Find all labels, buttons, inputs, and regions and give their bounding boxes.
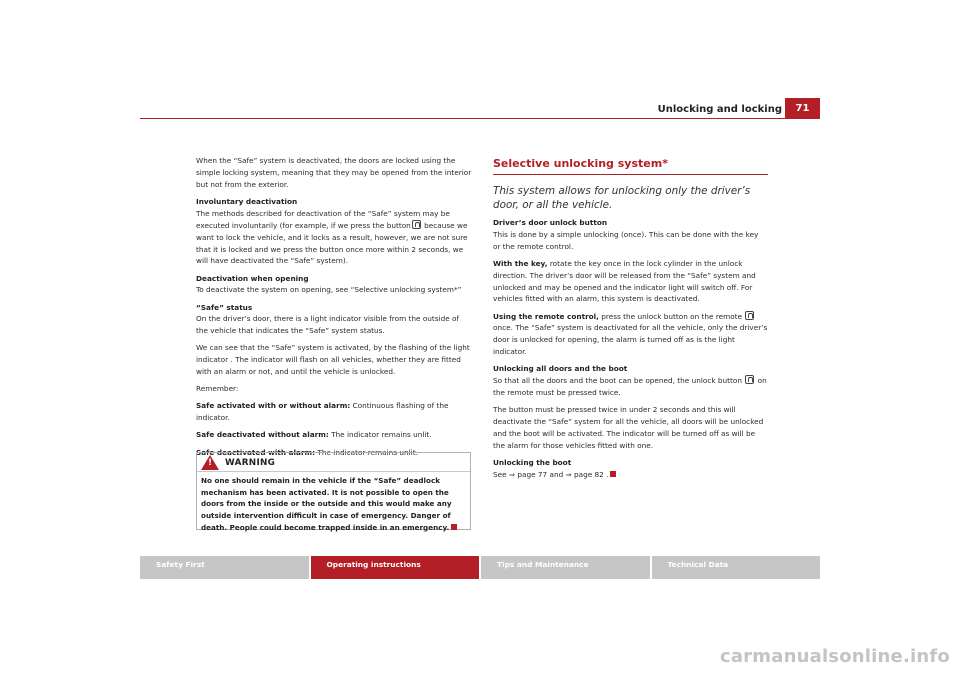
warning-triangle-icon <box>201 455 219 470</box>
right-column <box>493 155 768 486</box>
all-doors-heading: Unlocking all doors and the boot <box>493 364 628 374</box>
status-paragraph-1: On the driver’s door, there is a light indicator visible from the outside of the vehicle that indicates the “Safe” system status. <box>196 314 460 336</box>
tab-safety-first[interactable]: Safety First <box>140 556 309 579</box>
warning-box <box>196 452 471 530</box>
watermark: carmanualsonline.info <box>719 646 950 667</box>
all-doors-paragraph-2: The button must be pressed twice in under 2 seconds and this will deactivate the “Safe” system for all the vehicle, all doors will be unlocked and the boot will be activated. The indicator will be turned off as will be the alarm for those vehicles fitted with one. <box>493 405 764 450</box>
boot-heading: Unlocking the boot <box>493 458 572 468</box>
header-title: Unlocking and locking <box>657 104 782 115</box>
opening-paragraph: To deactivate the system on opening, see “Selective unlocking system*” <box>196 285 462 295</box>
safe-activated-line: Safe activated with or without alarm: Continuous flashing of the indicator. <box>196 401 449 423</box>
end-marker-icon <box>451 524 457 530</box>
section-title: Selective unlocking system* <box>493 157 768 175</box>
status-paragraph-2: We can see that the “Safe” system is activated, by the flashing of the light indicator . The indicator will flash on all vehicles, whether they are fitted with an alarm or not, and until the vehicle is unlocked. <box>196 343 470 377</box>
page-number: 71 <box>785 98 820 119</box>
opening-heading: Deactivation when opening <box>196 273 309 283</box>
status-heading: “Safe” status <box>196 302 253 312</box>
end-marker-icon-2 <box>610 471 616 477</box>
safe-deactivated-no-alarm-line: Safe deactivated without alarm: The indicator remains unlit. <box>196 430 432 440</box>
footer-nav <box>140 556 820 579</box>
involuntary-heading: Involuntary deactivation <box>196 196 298 206</box>
left-column <box>196 155 472 464</box>
lock-button-icon <box>412 220 421 229</box>
all-doors-paragraph-1: So that all the doors and the boot can be opened, the unlock button on the remote must be pressed twice. <box>493 376 767 398</box>
unlock-button-icon-2 <box>745 375 754 384</box>
warning-title: WARNING <box>225 458 276 468</box>
intro-paragraph: When the “Safe” system is deactivated, the doors are locked using the simple locking system, meaning that they may be opened from the interior but not from the exterior. <box>196 156 472 189</box>
driver-door-paragraph: This is done by a simple unlocking (once). This can be done with the key or the remote control. <box>493 229 759 251</box>
header-rule <box>140 118 820 119</box>
section-lead: This system allows for unlocking only the driver’s door, or all the vehicle. <box>493 185 751 212</box>
tab-tips-and-maintenance[interactable]: Tips and Maintenance <box>481 556 650 579</box>
unlock-button-icon <box>745 311 754 320</box>
safe-deactivated-alarm-line: Safe deactivated with alarm: The indicator remains unlit. <box>196 447 418 457</box>
with-key-paragraph: With the key, rotate the key once in the lock cylinder in the unlock direction. The driver’s door will be released from the “Safe” system and unlocked and may be opened and the indicator light will switch off. For vehicles fitted with an alarm, this system is deactivated. <box>493 258 756 304</box>
boot-paragraph: See ⇒ page 77 and ⇒ page 82 . <box>493 469 768 481</box>
warning-header <box>197 453 470 472</box>
involuntary-paragraph: The methods described for deactivation of the “Safe” system may be executed involuntarily (for example, if we press the button because we want to lock the vehicle, and it locks as a result, however, we are not sure that it is locked and we press the button once more within 2 seconds, we will have deactivated the “Safe” system). <box>196 208 468 266</box>
warning-text: No one should remain in the vehicle if the “Safe” deadlock mechanism has been activated. It is not possible to open the doors from the inside or the outside and this would make any outside intervention difficult in case of emergency. Danger of death. People could become trapped inside in an emergency. <box>197 472 470 534</box>
driver-door-heading: Driver’s door unlock button <box>493 217 608 227</box>
tab-operating-instructions[interactable]: Operating instructions <box>311 556 480 579</box>
remote-paragraph: Using the remote control, press the unlock button on the remote once. The “Safe” system is deactivated for all the vehicle, only the driver’s door is unlocked for opening, the alarm is turned off as is the light indicator. <box>493 311 768 357</box>
tab-technical-data[interactable]: Technical Data <box>652 556 821 579</box>
remember-line: Remember: <box>196 384 239 394</box>
